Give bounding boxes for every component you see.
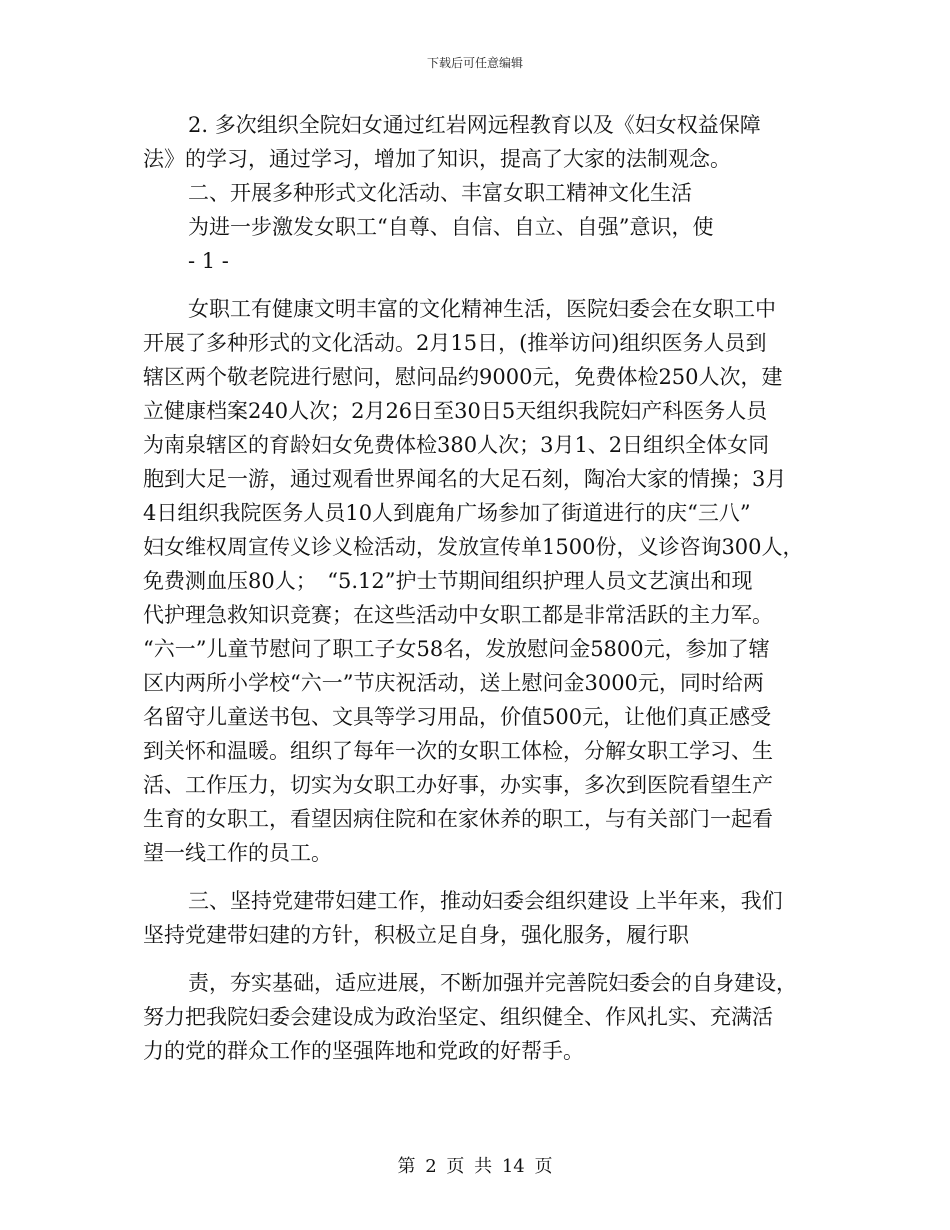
text-line: 法》的学习，通过学习，增加了知识，提高了大家的法制观念。: [143, 147, 731, 171]
section-heading: 二、开展多种形式文化活动、丰富女职工精神文化生活: [188, 181, 692, 205]
text-line: 生育的女职工，看望因病住院和在家休养的职工，与有关部门一起看: [143, 807, 773, 831]
text-line: 责，夯实基础，适应进展，不断加强并完善院妇委会的自身建设，: [188, 971, 797, 995]
text-line: 为进一步激发女职工“自尊、自信、自立、自强”意识，使: [188, 215, 714, 239]
text-line: 努力把我院妇委会建设成为政治坚定、组织健全、作风扎实、充满活: [143, 1005, 773, 1029]
text-line: 名留守儿童送书包、文具等学习用品，价值500元，让他们真正感受: [143, 705, 772, 729]
text-line: 开展了多种形式的文化活动。2月15日，(推举访问)组织医务人员到: [143, 331, 767, 355]
text-line: 立健康档案240人次；2月26日至30日5天组织我院妇产科医务人员: [143, 399, 768, 423]
text-line: 为南泉辖区的育龄妇女免费体检380人次；3月1、2日组织全体女同: [143, 433, 770, 457]
text-line: 胞到大足一游，通过观看世界闻名的大足石刻，陶冶大家的情操；3月: [143, 467, 787, 491]
text-line: 免费测血压80人； “5.12”护士节期间组织护理人员文艺演出和现: [143, 569, 753, 593]
text-line: 到关怀和温暖。组织了每年一次的女职工体检，分解女职工学习、生: [143, 739, 773, 763]
section-heading: 三、坚持党建带妇建工作，推动妇委会组织建设 上半年来，我们: [188, 889, 783, 913]
text-line: 4日组织我院医务人员10人到鹿角广场参加了街道进行的庆“三八”: [143, 501, 751, 525]
text-line: 2. 多次组织全院妇女通过红岩网远程教育以及《妇女权益保障: [188, 113, 761, 137]
text-line: 女职工有健康文明丰富的文化精神生活，医院妇委会在女职工中: [188, 297, 776, 321]
inline-page-number: - 1 -: [188, 249, 229, 273]
text-line: 望一线工作的员工。: [143, 841, 332, 865]
text-line: 区内两所小学校“六一”节庆祝活动，送上慰问金3000元，同时给两: [143, 671, 764, 695]
page-header-note: 下载后可任意编辑: [426, 56, 523, 70]
page-footer-number: 第 2 页 共 14 页: [397, 1156, 553, 1177]
text-line: 坚持党建带妇建的方针，积极立足自身，强化服务，履行职: [143, 923, 689, 947]
text-line: 力的党的群众工作的坚强阵地和党政的好帮手。: [143, 1039, 584, 1063]
text-line: 辖区两个敬老院进行慰问，慰问品约9000元，免费体检250人次，建: [143, 365, 783, 389]
text-line: 活、工作压力，切实为女职工办好事，办实事，多次到医院看望生产: [143, 773, 773, 797]
text-line: 妇女维权周宣传义诊义检活动，发放宣传单1500份，义诊咨询300人，: [143, 535, 804, 559]
text-line: 代护理急救知识竞赛；在这些活动中女职工都是非常活跃的主力军。: [143, 603, 773, 627]
text-line: “六一”儿童节慰问了职工子女58名，发放慰问金5800元，参加了辖: [143, 637, 770, 661]
